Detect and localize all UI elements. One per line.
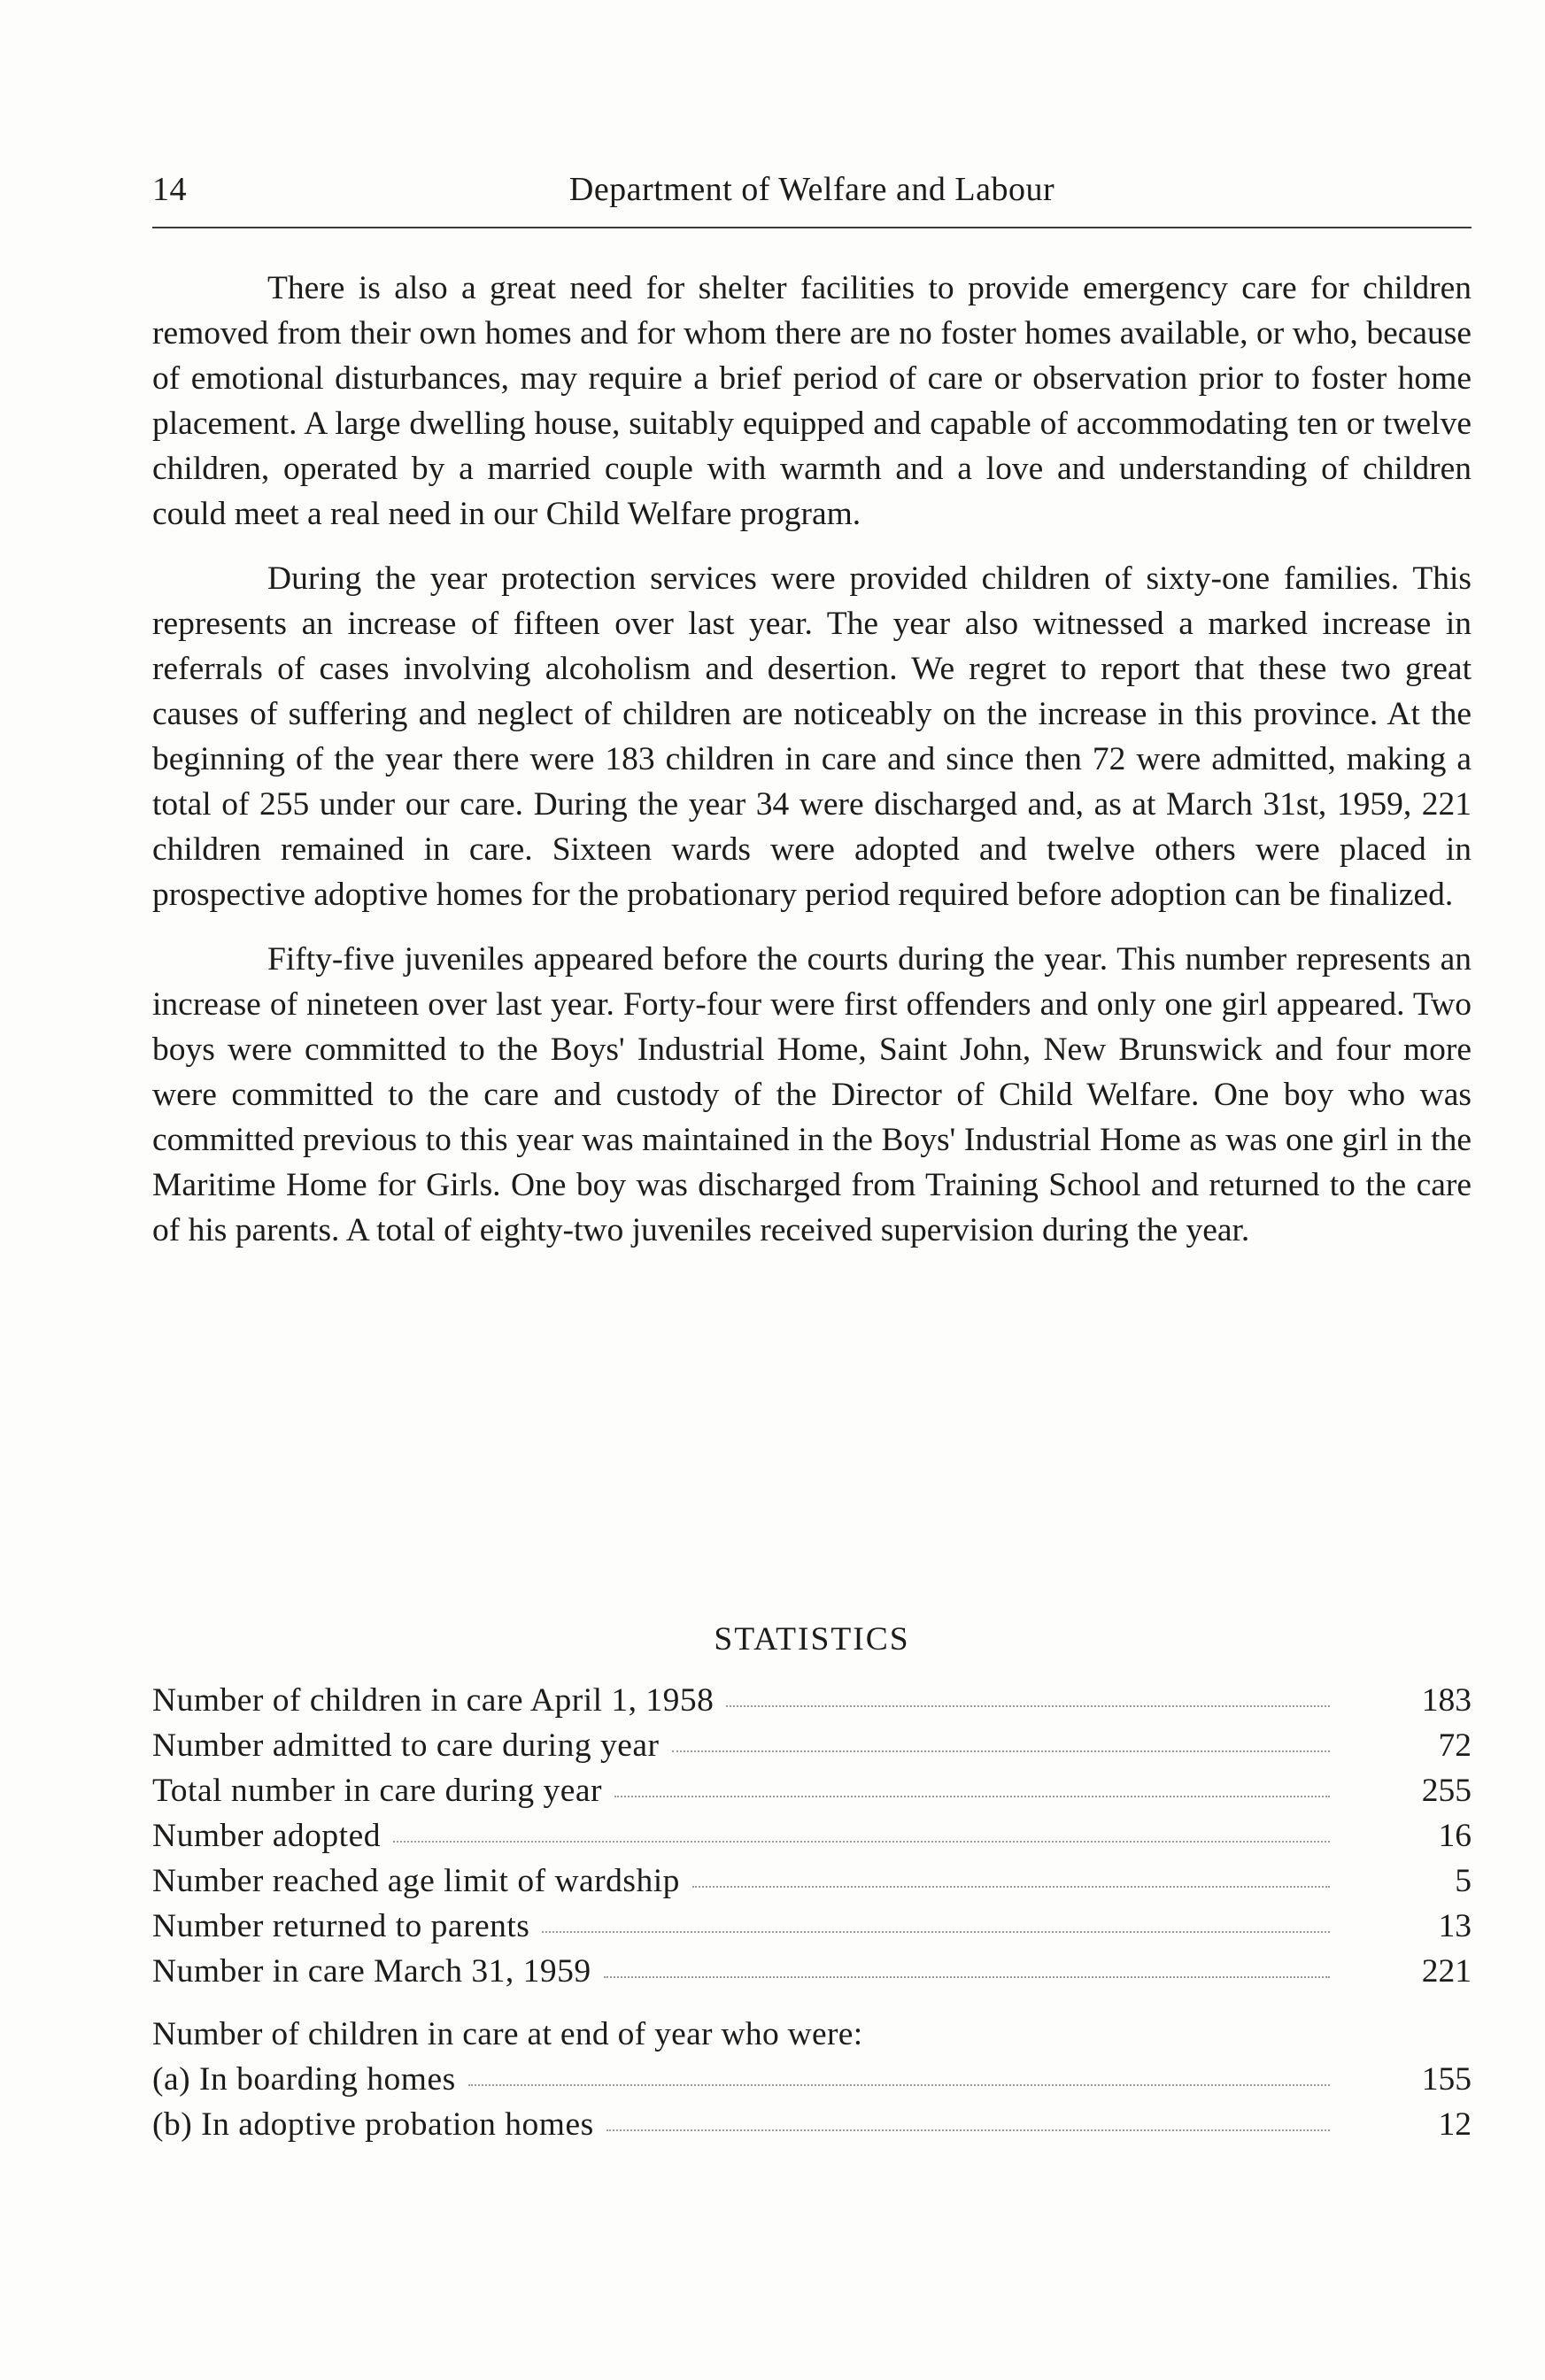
dot-leader	[604, 1948, 1330, 1978]
stat-label: Number reached age limit of wardship	[152, 1863, 680, 1899]
dot-leader	[726, 1677, 1330, 1707]
stat-label: Number adopted	[152, 1818, 381, 1854]
stat-value: 183	[1421, 1682, 1472, 1719]
header-rule	[152, 227, 1472, 228]
dot-leader	[542, 1903, 1330, 1933]
stat-value: 72	[1438, 1727, 1472, 1764]
stat-label: (a) In boarding homes	[152, 2061, 456, 2098]
stat-row	[152, 1813, 1472, 1858]
dot-leader	[393, 1812, 1330, 1843]
stat-row	[152, 1949, 1472, 1994]
stat-label: (b) In adoptive probation homes	[152, 2106, 594, 2143]
stat-value: 12	[1438, 2106, 1472, 2143]
dot-leader	[614, 1767, 1330, 1797]
stat-label: Total number in care during year	[152, 1773, 602, 1809]
stat-row	[152, 2057, 1472, 2102]
stat-label: Number in care March 31, 1959	[152, 1953, 591, 1990]
statistics-section	[152, 1617, 1472, 2147]
stat-row	[152, 1858, 1472, 1904]
stat-row	[152, 1678, 1472, 1723]
stat-value: 5	[1455, 1863, 1472, 1899]
stat-label: Number returned to parents	[152, 1908, 530, 1944]
page-header	[152, 170, 1472, 223]
stat-label: Number admitted to care during year	[152, 1727, 660, 1764]
stat-value: 255	[1421, 1773, 1472, 1809]
stat-row	[152, 1768, 1472, 1813]
stat-value: 155	[1421, 2061, 1472, 2098]
stat-value: 13	[1438, 1908, 1472, 1944]
dot-leader	[468, 2056, 1330, 2086]
stat-value: 221	[1421, 1953, 1472, 1990]
dot-leader	[692, 1858, 1330, 1888]
paragraph-juveniles: Fifty-five juveniles appeared before the courts during the year. This number represents an increase of nineteen over last year. Forty-four were first offenders and only one girl appeared. Two boys were committed to the Boys' Industrial Home, Saint John, New Brunswick and four more were committed to the care and custody of the Director of Child Welfare. One boy who was committed previous to this year was maintained in the Boys' Industrial Home as was one girl in the Maritime Home for Girls. One boy was discharged from Training School and returned to the care of his parents. A total of eighty-two juveniles received supervision during the year.	[152, 941, 1472, 1248]
page-number: 14	[152, 171, 187, 208]
stat-row	[152, 1723, 1472, 1768]
stat-row	[152, 2102, 1472, 2147]
body-text	[152, 266, 1472, 1272]
stats-sub-heading: Number of children in care at end of year who were:	[152, 2016, 863, 2052]
dot-leader	[606, 2101, 1330, 2131]
paragraph-shelter-facilities: There is also a great need for shelter facilities to provide emergency care for children removed from their own homes and for whom there are no foster homes available, or who, because of emotional disturbances, may require a brief period of care or observation prior to foster home placement. A large dwelling house, suitably equipped and capable of accommodating ten or twelve children, operated by a married couple with warmth and a love and understanding of children could meet a real need in our Child Welfare program.	[152, 270, 1472, 532]
stat-label: Number of children in care April 1, 1958	[152, 1682, 715, 1719]
dot-leader	[672, 1722, 1331, 1752]
stat-row	[152, 1904, 1472, 1949]
paragraph-protection-services: During the year protection services were provided children of sixty-one families. This represents an increase of fifteen over last year. The year also witnessed a marked increase in referrals of cases involving alcoholism and desertion. We regret to report that these two great causes of suffering and neglect of children are noticeably on the increase in this province. At the beginning of the year there were 183 children in care and since then 72 were admitted, making a total of 255 under our care. During the year 34 were discharged and, as at March 31st, 1959, 221 children remained in care. Sixteen wards were adopted and twelve others were placed in prospective adoptive homes for the probationary period required before adoption can be finalized.	[152, 560, 1472, 913]
running-title: Department of Welfare and Labour	[568, 171, 1055, 208]
stat-value: 16	[1438, 1818, 1472, 1854]
statistics-title: STATISTICS	[714, 1621, 910, 1658]
